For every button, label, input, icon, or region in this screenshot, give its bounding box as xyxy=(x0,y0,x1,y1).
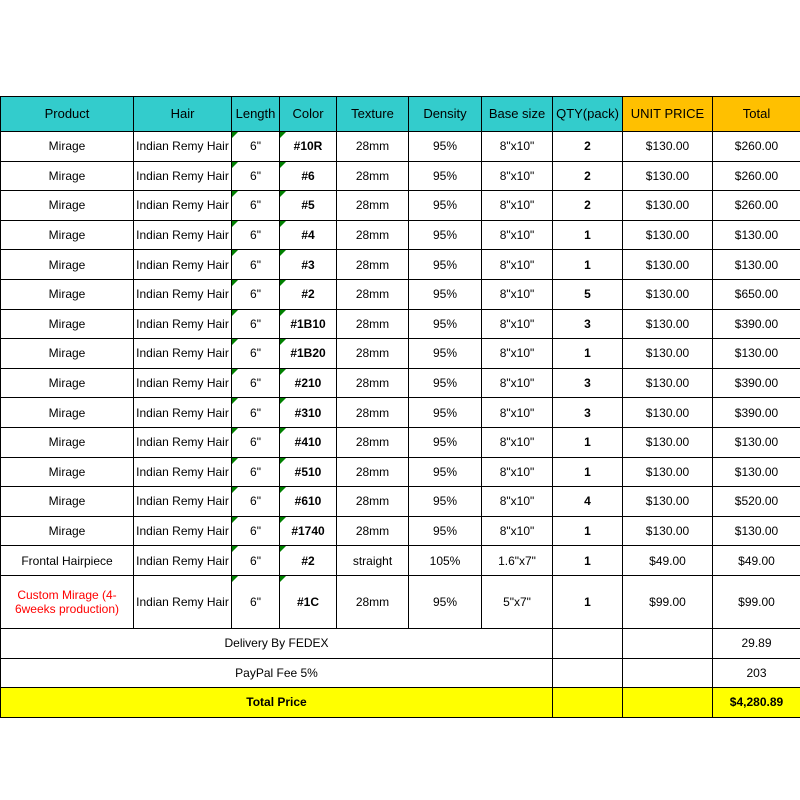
density-cell[interactable]: 95% xyxy=(409,457,482,487)
qty-cell[interactable]: 4 xyxy=(553,487,623,517)
product-cell[interactable]: Mirage xyxy=(1,132,134,162)
hair-cell[interactable]: Indian Remy Hair xyxy=(134,161,232,191)
length-cell[interactable]: 6" xyxy=(232,457,280,487)
total-cell[interactable]: $130.00 xyxy=(713,220,800,250)
length-cell[interactable]: 6" xyxy=(232,398,280,428)
base-size-cell[interactable]: 8"x10" xyxy=(482,487,553,517)
total-cell[interactable]: $99.00 xyxy=(713,575,800,628)
unit-price-cell[interactable]: $130.00 xyxy=(623,368,713,398)
total-price-label[interactable]: Total Price xyxy=(1,688,553,718)
hair-cell[interactable]: Indian Remy Hair xyxy=(134,220,232,250)
length-cell[interactable]: 6" xyxy=(232,516,280,546)
total-cell[interactable]: $130.00 xyxy=(713,339,800,369)
unit-price-cell[interactable]: $49.00 xyxy=(623,546,713,576)
length-cell[interactable]: 6" xyxy=(232,132,280,162)
qty-cell[interactable]: 1 xyxy=(553,250,623,280)
product-cell[interactable]: Mirage xyxy=(1,279,134,309)
length-cell[interactable]: 6" xyxy=(232,220,280,250)
color-cell[interactable]: #510 xyxy=(280,457,337,487)
product-cell[interactable]: Mirage xyxy=(1,250,134,280)
total-cell[interactable]: $130.00 xyxy=(713,250,800,280)
table-row xyxy=(1,250,800,280)
product-cell[interactable]: Mirage xyxy=(1,398,134,428)
header-row xyxy=(1,97,800,132)
density-cell[interactable]: 95% xyxy=(409,250,482,280)
unit-price-cell[interactable]: $130.00 xyxy=(623,279,713,309)
product-cell[interactable]: Mirage xyxy=(1,309,134,339)
paypal-empty-qty[interactable] xyxy=(553,658,623,688)
qty-cell[interactable]: 2 xyxy=(553,191,623,221)
table-row xyxy=(1,516,800,546)
color-cell[interactable]: #4 xyxy=(280,220,337,250)
color-cell[interactable]: #2 xyxy=(280,546,337,576)
density-cell[interactable]: 95% xyxy=(409,339,482,369)
total-empty-unit[interactable] xyxy=(623,688,713,718)
total-price-value[interactable]: $4,280.89 xyxy=(713,688,800,718)
density-cell[interactable]: 95% xyxy=(409,279,482,309)
total-cell[interactable]: $390.00 xyxy=(713,398,800,428)
total-cell[interactable]: $650.00 xyxy=(713,279,800,309)
unit-price-cell[interactable]: $130.00 xyxy=(623,220,713,250)
texture-cell[interactable]: 28mm xyxy=(337,250,409,280)
base-size-cell[interactable]: 8"x10" xyxy=(482,339,553,369)
base-size-cell[interactable]: 8"x10" xyxy=(482,398,553,428)
color-cell[interactable]: #1C xyxy=(280,575,337,628)
texture-cell[interactable]: 28mm xyxy=(337,487,409,517)
qty-cell[interactable]: 1 xyxy=(553,457,623,487)
qty-cell[interactable]: 1 xyxy=(553,220,623,250)
hair-cell[interactable]: Indian Remy Hair xyxy=(134,250,232,280)
length-cell[interactable]: 6" xyxy=(232,368,280,398)
header-texture[interactable]: Texture xyxy=(337,97,409,132)
table-row xyxy=(1,487,800,517)
product-cell[interactable]: Mirage xyxy=(1,427,134,457)
color-cell[interactable]: #1B10 xyxy=(280,309,337,339)
texture-cell[interactable]: straight xyxy=(337,546,409,576)
density-cell[interactable]: 95% xyxy=(409,368,482,398)
density-cell[interactable]: 95% xyxy=(409,575,482,628)
texture-cell[interactable]: 28mm xyxy=(337,279,409,309)
table-row xyxy=(1,309,800,339)
table-row xyxy=(1,339,800,369)
paypal-fee-row xyxy=(1,658,800,688)
paypal-fee-label[interactable]: PayPal Fee 5% xyxy=(1,658,553,688)
product-cell[interactable]: Mirage xyxy=(1,487,134,517)
texture-cell[interactable]: 28mm xyxy=(337,191,409,221)
table-row xyxy=(1,575,800,628)
texture-cell[interactable]: 28mm xyxy=(337,339,409,369)
total-empty-qty[interactable] xyxy=(553,688,623,718)
table-row xyxy=(1,546,800,576)
qty-cell[interactable]: 2 xyxy=(553,161,623,191)
delivery-empty-qty[interactable] xyxy=(553,628,623,658)
total-cell[interactable]: $260.00 xyxy=(713,191,800,221)
density-cell[interactable]: 95% xyxy=(409,191,482,221)
qty-cell[interactable]: 1 xyxy=(553,546,623,576)
table-row xyxy=(1,161,800,191)
table-row xyxy=(1,132,800,162)
header-qty[interactable]: QTY(pack) xyxy=(553,97,623,132)
length-cell[interactable]: 6" xyxy=(232,339,280,369)
total-cell[interactable]: $130.00 xyxy=(713,427,800,457)
unit-price-cell[interactable]: $130.00 xyxy=(623,132,713,162)
hair-cell[interactable]: Indian Remy Hair xyxy=(134,398,232,428)
qty-cell[interactable]: 1 xyxy=(553,516,623,546)
length-cell[interactable]: 6" xyxy=(232,191,280,221)
unit-price-cell[interactable]: $130.00 xyxy=(623,309,713,339)
density-cell[interactable]: 95% xyxy=(409,220,482,250)
table-row xyxy=(1,368,800,398)
product-cell[interactable]: Mirage xyxy=(1,339,134,369)
length-cell[interactable]: 6" xyxy=(232,427,280,457)
length-cell[interactable]: 6" xyxy=(232,309,280,339)
texture-cell[interactable]: 28mm xyxy=(337,132,409,162)
length-cell[interactable]: 6" xyxy=(232,250,280,280)
header-length[interactable]: Length xyxy=(232,97,280,132)
total-cell[interactable]: $390.00 xyxy=(713,309,800,339)
table-row xyxy=(1,191,800,221)
hair-cell[interactable]: Indian Remy Hair xyxy=(134,191,232,221)
base-size-cell[interactable]: 8"x10" xyxy=(482,279,553,309)
hair-cell[interactable]: Indian Remy Hair xyxy=(134,368,232,398)
table-row xyxy=(1,427,800,457)
texture-cell[interactable]: 28mm xyxy=(337,161,409,191)
texture-cell[interactable]: 28mm xyxy=(337,398,409,428)
qty-cell[interactable]: 5 xyxy=(553,279,623,309)
header-unit-price[interactable]: UNIT PRICE xyxy=(623,97,713,132)
table-row xyxy=(1,279,800,309)
color-cell[interactable]: #10R xyxy=(280,132,337,162)
base-size-cell[interactable]: 8"x10" xyxy=(482,132,553,162)
unit-price-cell[interactable]: $130.00 xyxy=(623,457,713,487)
color-cell[interactable]: #1740 xyxy=(280,516,337,546)
hair-cell[interactable]: Indian Remy Hair xyxy=(134,339,232,369)
color-cell[interactable]: #410 xyxy=(280,427,337,457)
header-product[interactable]: Product xyxy=(1,97,134,132)
header-color[interactable]: Color xyxy=(280,97,337,132)
table-row xyxy=(1,220,800,250)
color-cell[interactable]: #2 xyxy=(280,279,337,309)
base-size-cell[interactable]: 8"x10" xyxy=(482,516,553,546)
paypal-empty-unit[interactable] xyxy=(623,658,713,688)
texture-cell[interactable]: 28mm xyxy=(337,427,409,457)
base-size-cell[interactable]: 8"x10" xyxy=(482,457,553,487)
unit-price-cell[interactable]: $130.00 xyxy=(623,339,713,369)
texture-cell[interactable]: 28mm xyxy=(337,368,409,398)
product-cell[interactable]: Mirage xyxy=(1,368,134,398)
header-total[interactable]: Total xyxy=(713,97,800,132)
unit-price-cell[interactable]: $130.00 xyxy=(623,516,713,546)
texture-cell[interactable]: 28mm xyxy=(337,309,409,339)
color-cell[interactable]: #310 xyxy=(280,398,337,428)
header-hair[interactable]: Hair xyxy=(134,97,232,132)
qty-cell[interactable]: 1 xyxy=(553,575,623,628)
length-cell[interactable]: 6" xyxy=(232,575,280,628)
base-size-cell[interactable]: 8"x10" xyxy=(482,220,553,250)
color-cell[interactable]: #1B20 xyxy=(280,339,337,369)
unit-price-cell[interactable]: $130.00 xyxy=(623,487,713,517)
hair-cell[interactable]: Indian Remy Hair xyxy=(134,279,232,309)
texture-cell[interactable]: 28mm xyxy=(337,220,409,250)
hair-cell[interactable]: Indian Remy Hair xyxy=(134,487,232,517)
delivery-empty-unit[interactable] xyxy=(623,628,713,658)
density-cell[interactable]: 95% xyxy=(409,161,482,191)
color-cell[interactable]: #610 xyxy=(280,487,337,517)
density-cell[interactable]: 95% xyxy=(409,516,482,546)
texture-cell[interactable]: 28mm xyxy=(337,575,409,628)
color-cell[interactable]: #6 xyxy=(280,161,337,191)
unit-price-cell[interactable]: $130.00 xyxy=(623,161,713,191)
base-size-cell[interactable]: 8"x10" xyxy=(482,427,553,457)
order-table xyxy=(0,96,800,718)
base-size-cell[interactable]: 8"x10" xyxy=(482,368,553,398)
density-cell[interactable]: 105% xyxy=(409,546,482,576)
total-cell[interactable]: $390.00 xyxy=(713,368,800,398)
total-cell[interactable]: $130.00 xyxy=(713,516,800,546)
density-cell[interactable]: 95% xyxy=(409,309,482,339)
product-cell[interactable]: Mirage xyxy=(1,220,134,250)
unit-price-cell[interactable]: $130.00 xyxy=(623,427,713,457)
color-cell[interactable]: #5 xyxy=(280,191,337,221)
total-cell[interactable]: $520.00 xyxy=(713,487,800,517)
hair-cell[interactable]: Indian Remy Hair xyxy=(134,575,232,628)
base-size-cell[interactable]: 8"x10" xyxy=(482,191,553,221)
product-cell[interactable]: Mirage xyxy=(1,457,134,487)
unit-price-cell[interactable]: $130.00 xyxy=(623,398,713,428)
color-cell[interactable]: #3 xyxy=(280,250,337,280)
density-cell[interactable]: 95% xyxy=(409,487,482,517)
length-cell[interactable]: 6" xyxy=(232,279,280,309)
qty-cell[interactable]: 1 xyxy=(553,339,623,369)
qty-cell[interactable]: 3 xyxy=(553,398,623,428)
hair-cell[interactable]: Indian Remy Hair xyxy=(134,309,232,339)
length-cell[interactable]: 6" xyxy=(232,487,280,517)
density-cell[interactable]: 95% xyxy=(409,132,482,162)
hair-cell[interactable]: Indian Remy Hair xyxy=(134,516,232,546)
header-base-size[interactable]: Base size xyxy=(482,97,553,132)
hair-cell[interactable]: Indian Remy Hair xyxy=(134,457,232,487)
color-cell[interactable]: #210 xyxy=(280,368,337,398)
delivery-value[interactable]: 29.89 xyxy=(713,628,800,658)
product-cell[interactable]: Mirage xyxy=(1,161,134,191)
hair-cell[interactable]: Indian Remy Hair xyxy=(134,132,232,162)
unit-price-cell[interactable]: $99.00 xyxy=(623,575,713,628)
table-row xyxy=(1,398,800,428)
total-cell[interactable]: $130.00 xyxy=(713,457,800,487)
base-size-cell[interactable]: 1.6"x7" xyxy=(482,546,553,576)
table-row xyxy=(1,457,800,487)
density-cell[interactable]: 95% xyxy=(409,427,482,457)
paypal-fee-value[interactable]: 203 xyxy=(713,658,800,688)
total-cell[interactable]: $260.00 xyxy=(713,132,800,162)
product-cell[interactable]: Custom Mirage (4-6weeks production) xyxy=(1,575,134,628)
product-cell[interactable]: Mirage xyxy=(1,191,134,221)
base-size-cell[interactable]: 8"x10" xyxy=(482,250,553,280)
delivery-row xyxy=(1,628,800,658)
length-cell[interactable]: 6" xyxy=(232,546,280,576)
header-density[interactable]: Density xyxy=(409,97,482,132)
density-cell[interactable]: 95% xyxy=(409,398,482,428)
total-cell[interactable]: $260.00 xyxy=(713,161,800,191)
base-size-cell[interactable]: 5"x7" xyxy=(482,575,553,628)
unit-price-cell[interactable]: $130.00 xyxy=(623,191,713,221)
base-size-cell[interactable]: 8"x10" xyxy=(482,309,553,339)
delivery-label[interactable]: Delivery By FEDEX xyxy=(1,628,553,658)
texture-cell[interactable]: 28mm xyxy=(337,457,409,487)
qty-cell[interactable]: 3 xyxy=(553,309,623,339)
base-size-cell[interactable]: 8"x10" xyxy=(482,161,553,191)
length-cell[interactable]: 6" xyxy=(232,161,280,191)
qty-cell[interactable]: 1 xyxy=(553,427,623,457)
product-cell[interactable]: Mirage xyxy=(1,516,134,546)
unit-price-cell[interactable]: $130.00 xyxy=(623,250,713,280)
hair-cell[interactable]: Indian Remy Hair xyxy=(134,546,232,576)
product-cell[interactable]: Frontal Hairpiece xyxy=(1,546,134,576)
total-price-row xyxy=(1,688,800,718)
total-cell[interactable]: $49.00 xyxy=(713,546,800,576)
qty-cell[interactable]: 3 xyxy=(553,368,623,398)
qty-cell[interactable]: 2 xyxy=(553,132,623,162)
texture-cell[interactable]: 28mm xyxy=(337,516,409,546)
hair-cell[interactable]: Indian Remy Hair xyxy=(134,427,232,457)
